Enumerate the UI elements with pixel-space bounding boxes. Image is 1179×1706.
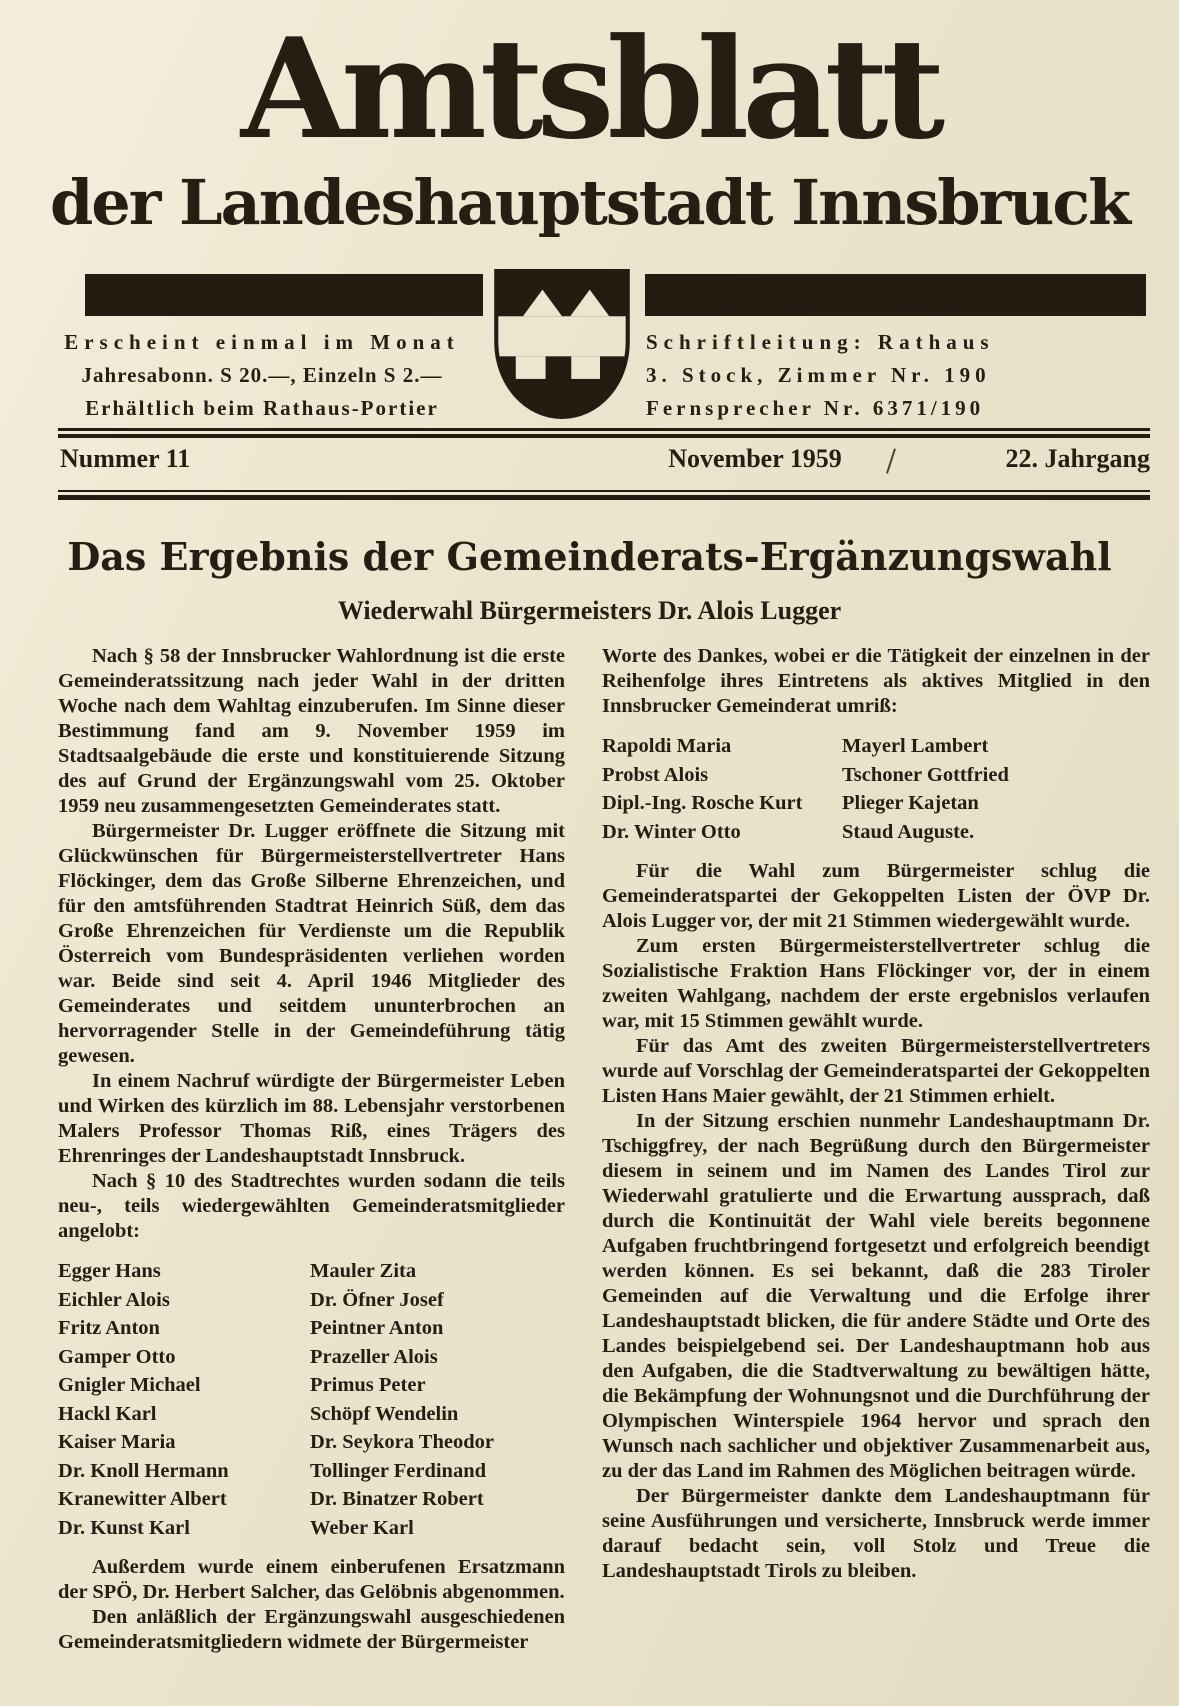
member-row [58, 1485, 565, 1514]
member-name: Mayerl Lambert [842, 735, 989, 757]
member-name: Egger Hans [58, 1260, 161, 1282]
member-name: Dr. Seykora Theodor [310, 1431, 494, 1453]
member-row [58, 1400, 565, 1429]
issue-volume: 22. Jahrgang [1005, 444, 1150, 473]
pub-room: 3. Stock, Zimmer Nr. 190 [646, 363, 991, 387]
member-row [602, 789, 1150, 818]
member-row [58, 1257, 565, 1286]
member-name: Rapoldi Maria [602, 735, 732, 757]
pub-frequency: Erscheint einmal im Monat [64, 330, 460, 354]
member-name: Dipl.-Ing. Rosche Kurt [602, 792, 803, 814]
member-name: Staud Auguste. [842, 820, 975, 843]
member-row [602, 761, 1150, 790]
member-name: Eichler Alois [58, 1288, 170, 1311]
paragraph: Für das Amt des zweiten Bürgermeisterstellvertreters wurde auf Vorschlag der Gemeinderatspartei der Gekoppelten Listen Hans Maier gewählt, der 21 Stimmen erhielt. [602, 1035, 1150, 1107]
innsbruck-coat-of-arms-icon [488, 268, 636, 420]
member-row [602, 818, 1150, 847]
paragraph: Außerdem wurde einem einberufenen Ersatzmann der SPÖ, Dr. Herbert Salcher, das Gelöbnis abgenommen. [58, 1556, 565, 1603]
member-name: Schöpf Wendelin [310, 1402, 459, 1425]
issue-number: Nummer 11 [60, 444, 191, 473]
paragraph: In der Sitzung erschien nunmehr Landeshauptmann Dr. Tschiggfrey, der nach Begrüßung durch den Bürgermeister diesem in seinem und im Namen des Landes Tirol zur Wiederwahl gratulierte und die Erwartung aussprach, daß durch die Kontinuität der Wahl viele bereits begonnene Aufgaben fruchtbringend fortgesetzt und erfolgreich beendigt werden können. Es sei bekannt, daß die 283 Tiroler Gemeinden auf die Verwaltung und die Erfolge ihrer Landeshauptstadt blicken, die für andere Städte und Orte des Landes beispielgebend sei. Der Landeshauptmann hob aus den Aufgaben, die die Stadtverwaltung zu bewältigen hätte, die Bekämpfung der Wohnungsnot und die Durchführung der Olympischen Winterspiele 1964 hervor und sprach den Wunsch nach sachlicher und objektiver Zusammenarbeit aus, zu der das Land im Rahmen des Möglichen beitragen würde. [602, 1110, 1150, 1482]
member-name: Dr. Winter Otto [602, 820, 741, 843]
rule-bottom-thin [58, 490, 1150, 492]
paragraph: In einem Nachruf würdigte der Bürgermeister Leben und Wirken des kürzlich im 88. Lebensjahr verstorbenen Malers Professor Thomas Riß, eines Trägers des Ehrenringes der Landeshauptstadt Innsbruck. [58, 1070, 565, 1167]
member-row [58, 1314, 565, 1343]
article-column-right [602, 644, 1150, 1584]
rule-top-thin [58, 428, 1150, 431]
article-subtitle: Wiederwahl Bürgermeisters Dr. Alois Lugger [337, 596, 842, 625]
member-name: Prazeller Alois [310, 1345, 438, 1368]
member-row [58, 1286, 565, 1315]
issue-band [58, 444, 1150, 484]
rule-bottom-thick [58, 495, 1150, 500]
member-name: Probst Alois [602, 763, 709, 786]
member-row [58, 1371, 565, 1400]
member-name: Gnigler Michael [58, 1374, 201, 1396]
member-name: Dr. Öfner Josef [310, 1288, 444, 1311]
paragraph: Der Bürgermeister dankte dem Landeshauptmann für seine Ausführungen und versicherte, Innsbruck werde immer darauf bedacht sein, voll Stolz und Treue die Landeshauptstadt Tirols zu bleiben. [602, 1485, 1150, 1582]
rule-top-thick [58, 434, 1150, 438]
publication-info-right [646, 326, 1151, 425]
council-member-list [58, 1257, 565, 1542]
member-name: Dr. Kunst Karl [58, 1516, 190, 1539]
member-row [602, 732, 1150, 761]
member-row [58, 1457, 565, 1486]
member-name: Hackl Karl [58, 1402, 157, 1425]
paragraph: Nach § 10 des Stadtrechtes wurden sodann die teils neu-, teils wiedergewählten Gemeinderatsmitglieder angelobt: [58, 1170, 565, 1242]
pub-phone: Fernsprecher Nr. 6371/190 [646, 396, 985, 420]
council-member-list [602, 732, 1150, 846]
paragraph: Nach § 58 der Innsbrucker Wahlordnung ist die erste Gemeinderatssitzung nach jeder Wahl in der dritten Woche nach dem Wahltag einzuberufen. Im Sinne dieser Bestimmung fand am 9. November 1959 im Stadtsaalgebäude die erste und konstituierende Sitzung des auf Grund der Ergänzungswahl vom 25. Oktober 1959 neu zusammengesetzten Gemeinderates statt. [58, 645, 565, 817]
article-title: Das Ergebnis der Gemeinderats-Ergänzungswahl [67, 534, 1112, 579]
member-name: Weber Karl [310, 1516, 414, 1539]
member-name: Primus Peter [310, 1374, 426, 1396]
member-name: Tschoner Gottfried [842, 763, 1009, 786]
issue-month: November 1959 [668, 444, 842, 473]
banner-bar-right [645, 274, 1146, 316]
member-name: Tollinger Ferdinand [310, 1459, 487, 1482]
member-name: Plieger Kajetan [842, 792, 979, 814]
publication-info-left [62, 326, 462, 425]
paragraph: Worte des Dankes, wobei er die Tätigkeit der einzelnen in der Reihenfolge ihres Eintretens als aktives Mitglied in den Innsbrucker Gemeinderat umriß: [602, 645, 1150, 717]
member-name: Dr. Binatzer Robert [310, 1488, 484, 1510]
member-row [58, 1428, 565, 1457]
paragraph: Bürgermeister Dr. Lugger eröffnete die Sitzung mit Glückwünschen für Bürgermeisterstellvertreter Hans Flöckinger, dem das Große Silberne Ehrenzeichen, und für den amtsführenden Stadtrat Heinrich Süß, dem das Große Ehrenzeichen für Verdienste um die Republik Österreich vom Bundespräsidenten verliehen worden war. Beide sind seit 4. April 1946 Mitglieder des Gemeinderates und seitdem ununterbrochen an hervorragender Stelle in der Gemeindeführung tätig gewesen. [58, 820, 565, 1067]
member-name: Gamper Otto [58, 1345, 176, 1368]
pub-price: Jahresabonn. S 20.—, Einzeln S 2.— [81, 363, 443, 387]
member-name: Kaiser Maria [58, 1431, 176, 1453]
member-name: Fritz Anton [58, 1317, 160, 1339]
article-column-left [58, 644, 565, 1655]
paragraph: Für die Wahl zum Bürgermeister schlug die Gemeinderatspartei der Gekoppelten Listen der ÖVP Dr. Alois Lugger vor, der mit 21 Stimmen wiedergewählt wurde. [602, 860, 1150, 932]
member-name: Dr. Knoll Hermann [58, 1459, 229, 1482]
member-row [58, 1514, 565, 1543]
masthead-subtitle: der Landeshauptstadt Innsbruck [49, 166, 1130, 239]
paragraph: Den anläßlich der Ergänzungswahl ausgeschiedenen Gemeinderatsmitgliedern widmete der Bürgermeister [58, 1606, 565, 1653]
pub-editorial-office: Schriftleitung: Rathaus [646, 330, 995, 354]
member-row [58, 1343, 565, 1372]
paragraph: Zum ersten Bürgermeisterstellvertreter schlug die Sozialistische Fraktion Hans Flöckinger vor, der in einem zweiten Wahlgang, nachdem der erste ergebnislos verlaufen war, mit 15 Stimmen gewählt wurde. [602, 935, 1150, 1032]
member-name: Peintner Anton [310, 1317, 444, 1339]
member-name: Mauler Zita [310, 1260, 417, 1282]
masthead-title: Amtsblatt [240, 7, 939, 170]
banner-bar-left [85, 274, 483, 316]
member-name: Kranewitter Albert [58, 1488, 227, 1510]
pub-availability: Erhältlich beim Rathaus-Portier [85, 396, 439, 420]
